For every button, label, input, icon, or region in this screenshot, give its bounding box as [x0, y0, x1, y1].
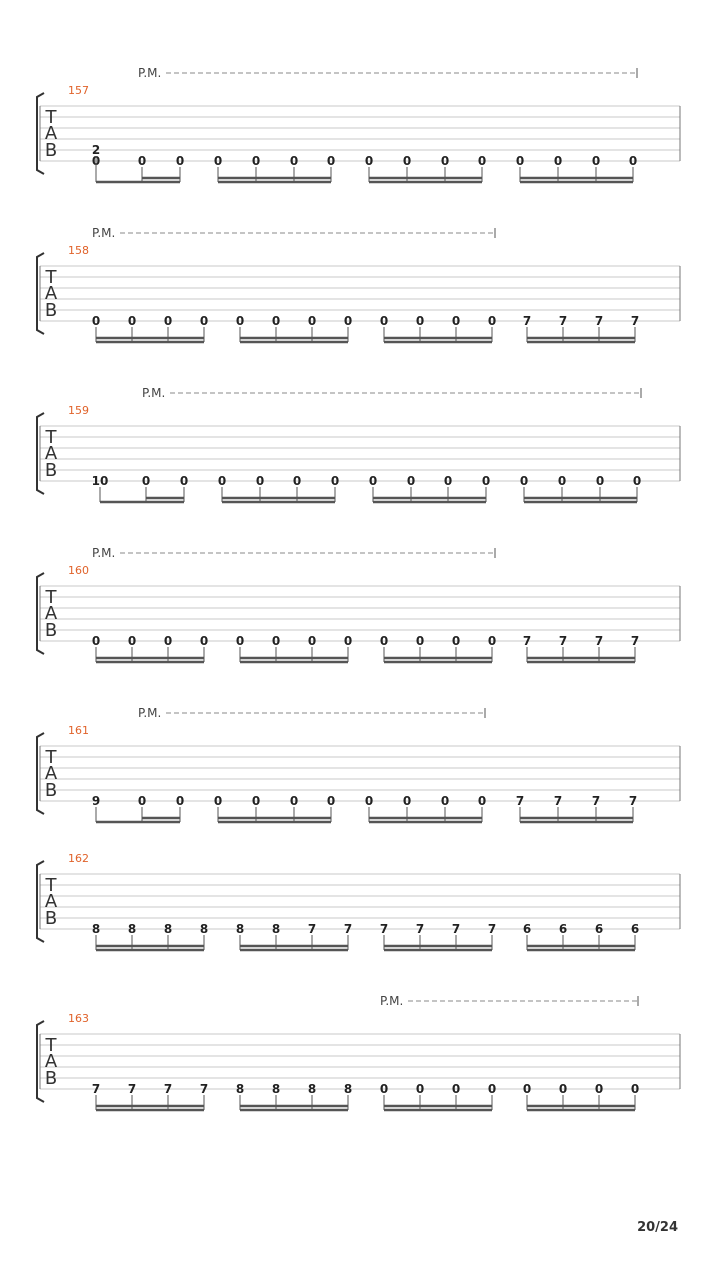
fret-number: 0 [213, 154, 223, 168]
fret-number: 0 [326, 154, 336, 168]
fret-number: 0 [451, 1082, 461, 1096]
measure-number: 162 [68, 852, 89, 865]
fret-number: 0 [487, 634, 497, 648]
fret-number: 0 [289, 154, 299, 168]
fret-number: 8 [235, 1082, 245, 1096]
fret-number: 0 [628, 154, 638, 168]
fret-number: 0 [522, 1082, 532, 1096]
fret-number: 6 [522, 922, 532, 936]
tab-clef-letter: B [44, 1068, 58, 1089]
fret-number: 7 [594, 314, 604, 328]
fret-number: 0 [307, 314, 317, 328]
fret-number: 0 [558, 1082, 568, 1096]
fret-number: 8 [307, 1082, 317, 1096]
fret-number: 7 [451, 922, 461, 936]
fret-number: 0 [415, 634, 425, 648]
fret-number: 6 [558, 922, 568, 936]
palm-mute-label: P.M. [138, 66, 162, 80]
fret-number: 7 [628, 794, 638, 808]
fret-number: 0 [251, 794, 261, 808]
fret-number: 7 [343, 922, 353, 936]
tab-clef-letter: B [44, 780, 58, 801]
tab-clef-letter: T [45, 875, 57, 896]
tab-clef-letter: A [44, 763, 58, 784]
fret-number: 0 [235, 634, 245, 648]
fret-number: 7 [379, 922, 389, 936]
fret-number: 7 [127, 1082, 137, 1096]
fret-number: 8 [271, 1082, 281, 1096]
palm-mute-label: P.M. [142, 386, 166, 400]
fret-number: 0 [289, 794, 299, 808]
fret-number: 9 [91, 794, 101, 808]
fret-number: 0 [440, 794, 450, 808]
tab-clef-letter: B [44, 300, 58, 321]
tab-clef-letter: B [44, 140, 58, 161]
fret-number: 0 [343, 634, 353, 648]
fret-number: 0 [271, 314, 281, 328]
fret-number: 0 [217, 474, 227, 488]
fret-number: 8 [271, 922, 281, 936]
tab-clef-letter: T [45, 747, 57, 768]
fret-number: 0 [175, 794, 185, 808]
fret-number: 0 [630, 1082, 640, 1096]
fret-number: 0 [591, 154, 601, 168]
fret-number: 7 [630, 634, 640, 648]
fret-number: 8 [163, 922, 173, 936]
tab-clef-letter: T [45, 107, 57, 128]
fret-number: 0 [292, 474, 302, 488]
fret-number: 7 [199, 1082, 209, 1096]
fret-number: 0 [487, 314, 497, 328]
fret-number: 0 [307, 634, 317, 648]
fret-number: 0 [415, 314, 425, 328]
fret-number: 8 [343, 1082, 353, 1096]
fret-number: 0 [553, 154, 563, 168]
tab-clef-letter: B [44, 620, 58, 641]
fret-number: 0 [235, 314, 245, 328]
fret-number: 0 [402, 154, 412, 168]
fret-number: 2 [91, 143, 101, 157]
palm-mute-label: P.M. [92, 226, 116, 240]
measure-number: 163 [68, 1012, 89, 1025]
fret-number: 10 [91, 474, 109, 488]
fret-number: 0 [163, 314, 173, 328]
fret-number: 7 [522, 634, 532, 648]
fret-number: 0 [594, 1082, 604, 1096]
tab-clef-letter: A [44, 123, 58, 144]
tab-clef-letter: A [44, 283, 58, 304]
fret-number: 0 [368, 474, 378, 488]
fret-number: 0 [406, 474, 416, 488]
tab-clef-letter: B [44, 908, 58, 929]
fret-number: 0 [199, 314, 209, 328]
tab-clef-letter: A [44, 891, 58, 912]
fret-number: 0 [213, 794, 223, 808]
fret-number: 0 [91, 154, 101, 168]
measure-number: 157 [68, 84, 89, 97]
page-number: 20/24 [637, 1220, 678, 1235]
fret-number: 0 [127, 634, 137, 648]
fret-number: 0 [402, 794, 412, 808]
fret-number: 0 [379, 1082, 389, 1096]
fret-number: 0 [271, 634, 281, 648]
fret-number: 7 [558, 634, 568, 648]
measure-number: 158 [68, 244, 89, 257]
fret-number: 0 [163, 634, 173, 648]
fret-number: 7 [630, 314, 640, 328]
measure-number: 159 [68, 404, 89, 417]
fret-number: 0 [137, 794, 147, 808]
fret-number: 0 [477, 794, 487, 808]
fret-number: 0 [632, 474, 642, 488]
fret-number: 0 [364, 794, 374, 808]
fret-number: 6 [630, 922, 640, 936]
tab-clef-letter: T [45, 587, 57, 608]
fret-number: 7 [515, 794, 525, 808]
tab-clef-letter: A [44, 443, 58, 464]
tab-clef-letter: A [44, 1051, 58, 1072]
fret-number: 0 [487, 1082, 497, 1096]
fret-number: 0 [91, 634, 101, 648]
fret-number: 0 [477, 154, 487, 168]
measure-number: 161 [68, 724, 89, 737]
fret-number: 7 [91, 1082, 101, 1096]
fret-number: 0 [443, 474, 453, 488]
fret-number: 0 [451, 314, 461, 328]
tab-clef-letter: T [45, 267, 57, 288]
tab-clef-letter: B [44, 460, 58, 481]
fret-number: 7 [415, 922, 425, 936]
fret-number: 0 [519, 474, 529, 488]
fret-number: 0 [179, 474, 189, 488]
fret-number: 0 [127, 314, 137, 328]
fret-number: 0 [364, 154, 374, 168]
fret-number: 0 [326, 794, 336, 808]
fret-number: 7 [522, 314, 532, 328]
fret-number: 0 [595, 474, 605, 488]
fret-number: 0 [91, 314, 101, 328]
fret-number: 0 [199, 634, 209, 648]
fret-number: 7 [487, 922, 497, 936]
palm-mute-label: P.M. [380, 994, 404, 1008]
fret-number: 0 [251, 154, 261, 168]
fret-number: 0 [137, 154, 147, 168]
tab-clef-letter: T [45, 1035, 57, 1056]
fret-number: 0 [141, 474, 151, 488]
measure-number: 160 [68, 564, 89, 577]
fret-number: 8 [199, 922, 209, 936]
fret-number: 7 [558, 314, 568, 328]
fret-number: 0 [379, 634, 389, 648]
fret-number: 7 [307, 922, 317, 936]
fret-number: 8 [127, 922, 137, 936]
fret-number: 6 [594, 922, 604, 936]
fret-number: 7 [163, 1082, 173, 1096]
fret-number: 8 [91, 922, 101, 936]
fret-number: 0 [451, 634, 461, 648]
fret-number: 0 [415, 1082, 425, 1096]
fret-number: 0 [175, 154, 185, 168]
tab-clef-letter: A [44, 603, 58, 624]
fret-number: 7 [594, 634, 604, 648]
fret-number: 0 [515, 154, 525, 168]
palm-mute-label: P.M. [138, 706, 162, 720]
fret-number: 0 [440, 154, 450, 168]
fret-number: 7 [591, 794, 601, 808]
fret-number: 0 [481, 474, 491, 488]
fret-number: 0 [557, 474, 567, 488]
fret-number: 0 [379, 314, 389, 328]
fret-number: 8 [235, 922, 245, 936]
tab-clef-letter: T [45, 427, 57, 448]
fret-number: 7 [553, 794, 563, 808]
fret-number: 0 [330, 474, 340, 488]
fret-number: 0 [255, 474, 265, 488]
fret-number: 0 [343, 314, 353, 328]
palm-mute-label: P.M. [92, 546, 116, 560]
